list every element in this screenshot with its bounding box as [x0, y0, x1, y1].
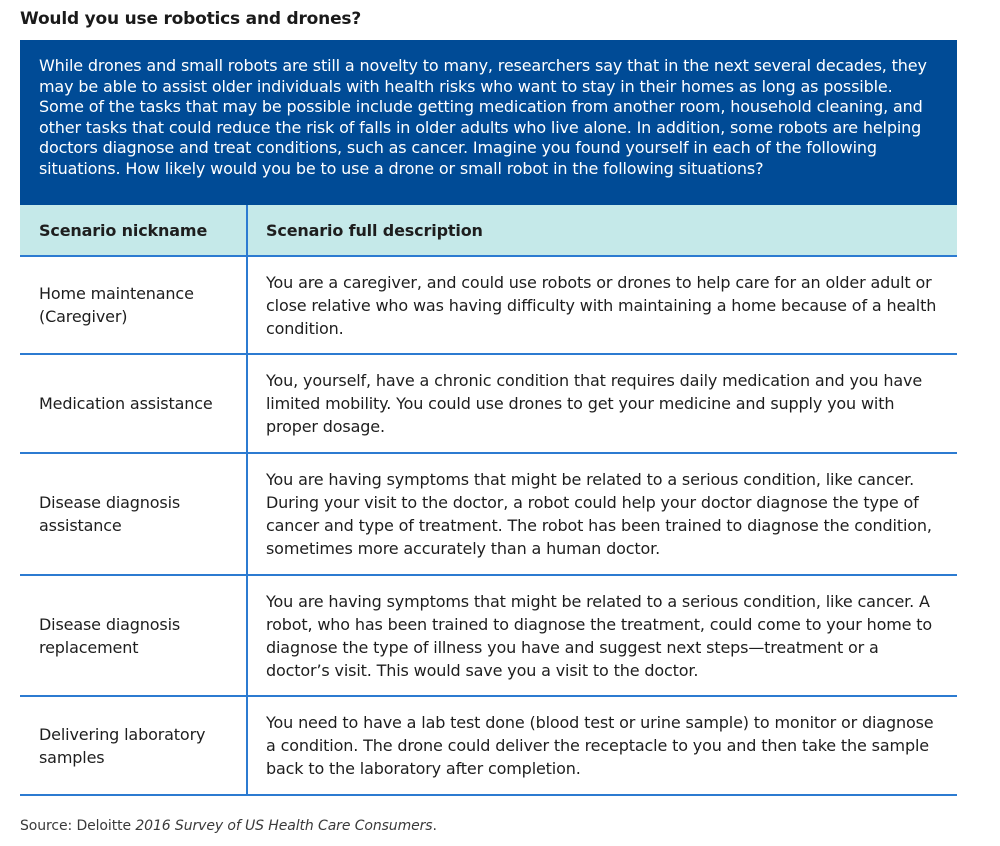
table-row [20, 355, 957, 454]
scenario-table [20, 205, 957, 796]
table-row [20, 454, 957, 576]
scenario-nickname: Disease diagnosis assistance [20, 454, 248, 574]
scenario-description: You are having symptoms that might be related to a serious condition, like cancer. A robot, who has been trained to diagnose the treatment, could come to your home to diagnose the type of illness you have and suggest next steps—treatment or a doctor’s visit. This would save you a visit to the doctor. [266, 591, 933, 680]
scenario-description: You, yourself, have a chronic condition that requires daily medication and you have limited mobility. You could use drones to get your medicine and supply you with proper dosage. [266, 371, 923, 436]
table-header-row [20, 205, 957, 257]
table-row [20, 697, 957, 796]
scenario-description: You are a caregiver, and could use robots or drones to help care for an older adult or close relative who was having difficulty with maintaining a home because of a health condition. [266, 272, 937, 338]
scenario-description: You are having symptoms that might be related to a serious condition, like cancer. During your visit to the doctor, a robot could help your doctor diagnose the type of cancer and type of treatment. The robot has been trained to diagnose the condition, sometimes more accurately than a human doctor. [266, 470, 932, 558]
scenario-description: You need to have a lab test done (blood test or urine sample) to monitor or diagnose a condition. The drone could deliver the receptacle to you and then take the sample back to the laboratory after completion. [266, 713, 934, 778]
scenario-nickname: Disease diagnosis replacement [20, 576, 248, 695]
column-header-nickname: Scenario nickname [20, 205, 248, 255]
table-row [20, 257, 957, 355]
scenario-nickname: Medication assistance [20, 355, 248, 452]
column-header-description: Scenario full description [266, 220, 483, 240]
source-prefix: Source: Deloitte [20, 818, 136, 834]
intro-panel: While drones and small robots are still a novelty to many, researchers say that in the next several decades, they may be able to assist older individuals with health risks who want to stay in their homes as long as possible. Some of the tasks that may be possible include getting medication from another room, household cleaning, and other tasks that could reduce the risk of falls in older adults who live alone. In addition, some robots are helping doctors diagnose and treat conditions, such as cancer. Imagine you found yourself in each of the following situations. How likely would you be to use a drone or small robot in the following situations? [20, 40, 957, 205]
scenario-nickname: Home maintenance (Caregiver) [20, 257, 248, 353]
scenario-nickname: Delivering laboratory samples [20, 697, 248, 794]
source-title: 2016 Survey of US Health Care Consumers [135, 818, 433, 834]
source-suffix: . [432, 818, 437, 834]
source-note [20, 818, 437, 834]
table-row [20, 576, 957, 697]
page-title: Would you use robotics and drones? [20, 9, 361, 29]
